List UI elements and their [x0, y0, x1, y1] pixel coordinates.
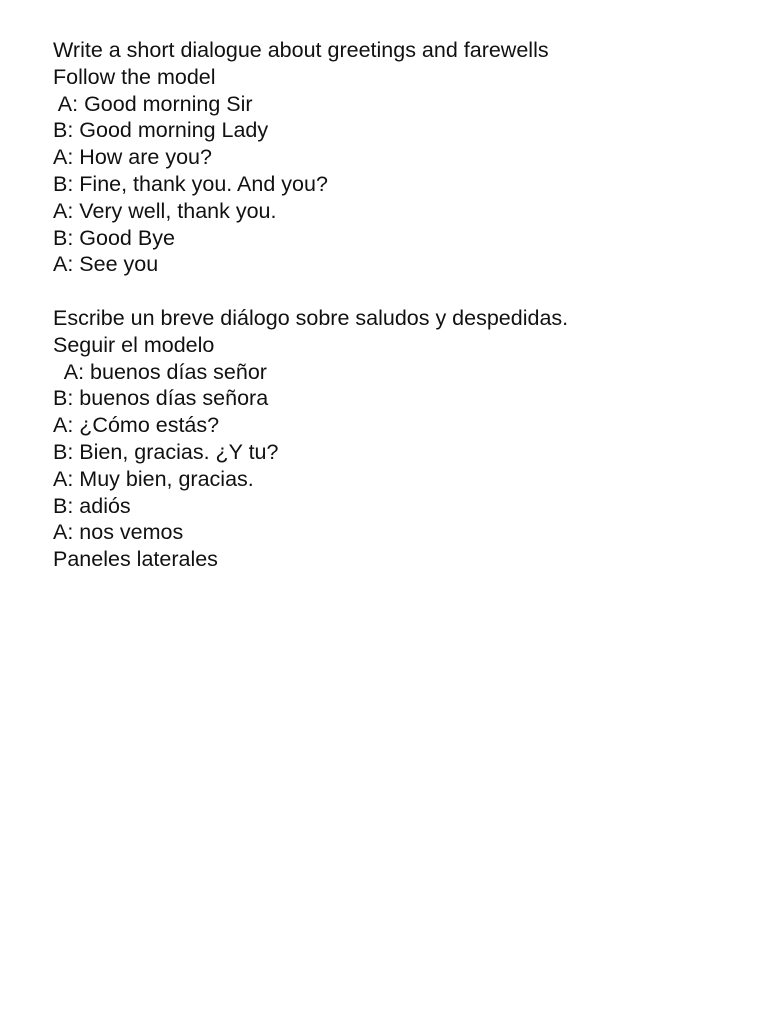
- dialogue-line: B: buenos días señora: [53, 386, 269, 411]
- dialogue-line: A: nos vemos: [53, 520, 184, 545]
- dialogue-line: A: How are you?: [53, 145, 212, 170]
- dialogue-line: A: ¿Cómo estás?: [53, 413, 220, 438]
- dialogue-line: A: buenos días señor: [53, 359, 267, 384]
- dialogue-line: A: Muy bien, gracias.: [53, 466, 254, 491]
- dialogue-line: A: Good morning Sir: [53, 91, 253, 116]
- english-instruction: Write a short dialogue about greetings and farewells: [53, 38, 549, 62]
- dialogue-line: B: adiós: [53, 493, 131, 518]
- dialogue-line: B: Good Bye: [53, 225, 175, 250]
- footer-text: Paneles laterales: [53, 547, 218, 572]
- dialogue-line: A: Very well, thank you.: [53, 198, 277, 223]
- dialogue-line: B: Good morning Lady: [53, 118, 269, 143]
- dialogue-line: A: See you: [53, 252, 159, 277]
- spanish-model-label: Seguir el modelo: [53, 332, 215, 357]
- english-model-label: Follow the model: [53, 64, 216, 89]
- english-section: [53, 37, 743, 278]
- dialogue-line: B: Bien, gracias. ¿Y tu?: [53, 439, 279, 464]
- document-page: [53, 37, 743, 573]
- section-spacer: [53, 278, 743, 305]
- spanish-instruction: Escribe un breve diálogo sobre saludos y despedidas.: [53, 305, 569, 330]
- dialogue-line: B: Fine, thank you. And you?: [53, 171, 328, 196]
- spanish-section: [53, 305, 743, 573]
